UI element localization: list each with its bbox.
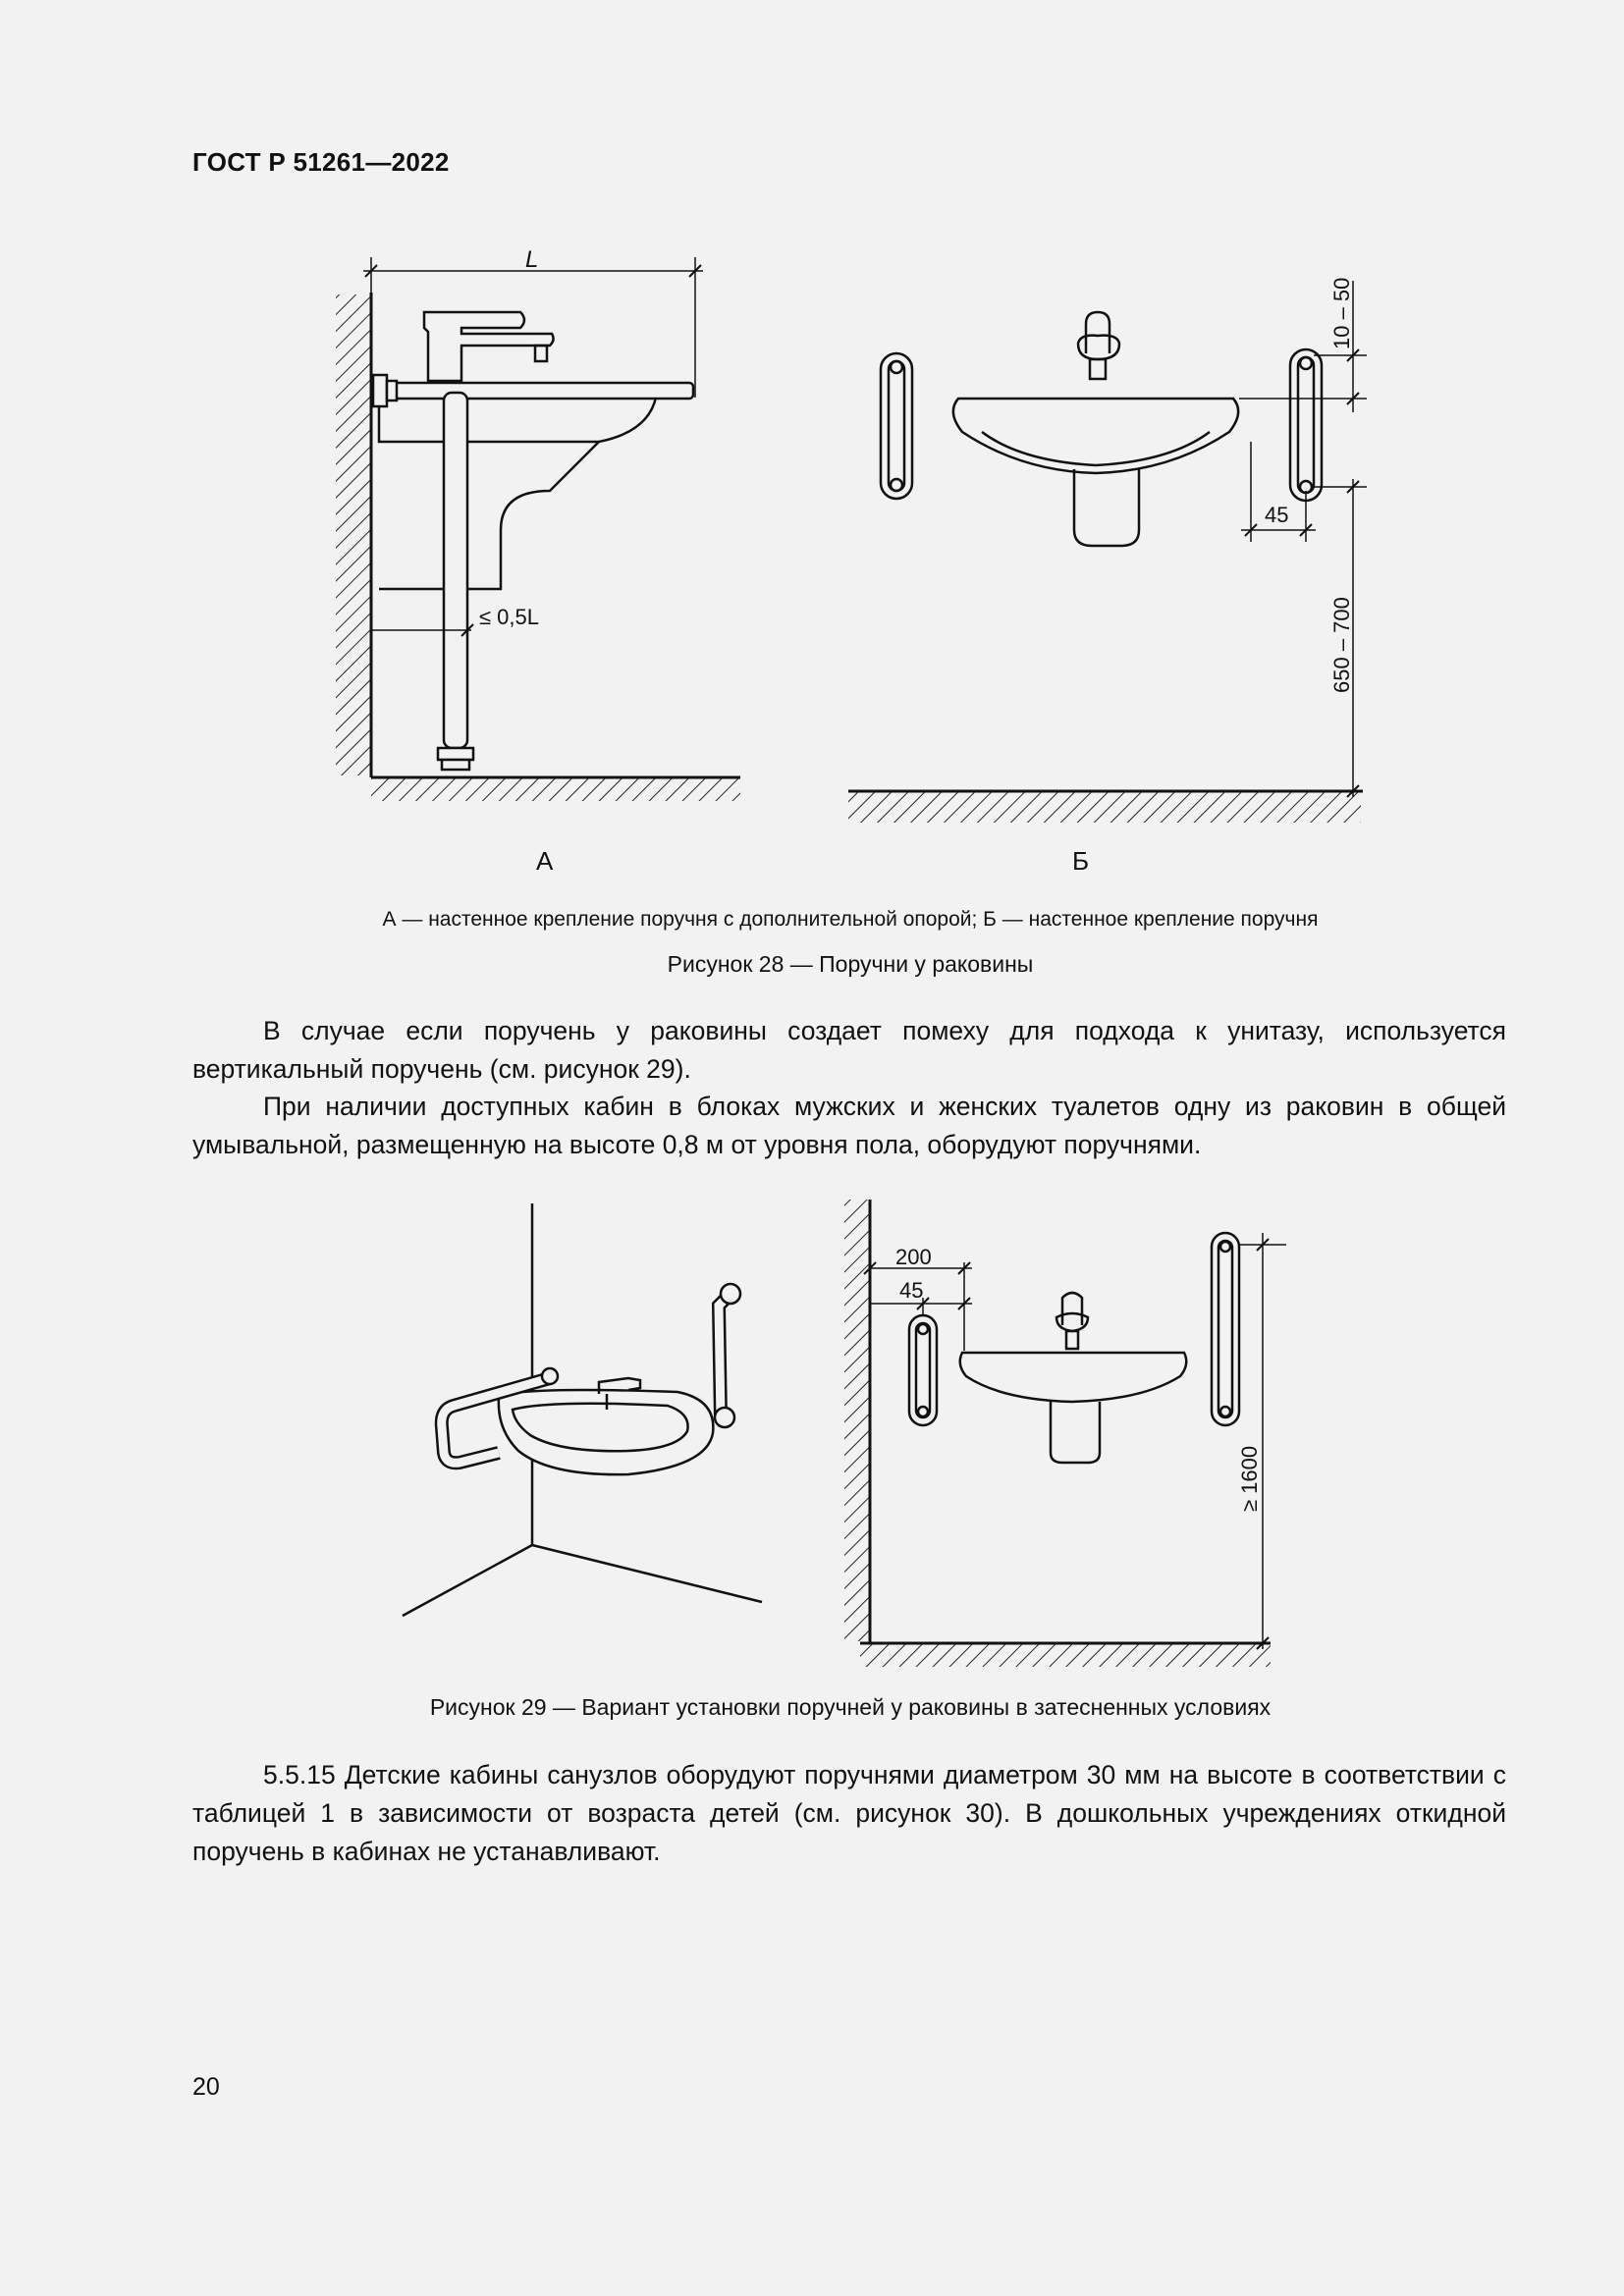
page-number: 20 (192, 2073, 220, 2101)
elevation-view (844, 1200, 1286, 1667)
dim-offset: ≤ 0,5L (479, 605, 540, 629)
dim-200: 200 (895, 1245, 932, 1269)
dim-45-fig29: 45 (899, 1278, 924, 1303)
panel-b-label: Б (1072, 846, 1090, 876)
figure-28-caption: Рисунок 28 — Поручни у раковины (667, 951, 1034, 977)
dim-height-1600: ≥ 1600 (1237, 1445, 1262, 1512)
dim-height-range: 650 – 700 (1329, 597, 1354, 693)
paragraph-2: При наличии доступных кабин в блоках мужских и женских туалетов одну из раковин в общей умывальной, размещенную на высоте 0,8 м от уровня пола, оборудуют поручнями. (192, 1092, 1506, 1159)
dim-top-range: 10 – 50 (1329, 277, 1354, 349)
dim-L: L (525, 246, 539, 273)
figure-28-drawing (0, 0, 1624, 883)
document-header: ГОСТ Р 51261—2022 (192, 147, 450, 177)
paragraph-1: В случае если поручень у раковины создает помеху для подхода к унитазу, используется вертикальный поручень (см. рисунок 29). (192, 1016, 1506, 1084)
dim-side-45: 45 (1265, 503, 1289, 527)
perspective-view (403, 1203, 762, 1616)
paragraph-3: 5.5.15 Детские кабины санузлов оборудуют поручнями диаметром 30 мм на высоте в соответствии с таблицей 1 в зависимости от возраста детей (см. рисунок 30). В дошкольных учреждениях откидной поручень в кабинах не устанавливают. (192, 1760, 1506, 1866)
figure-29-caption: Рисунок 29 — Вариант установки поручней у раковины в затесненных условиях (429, 1694, 1272, 1720)
panel-a-drawing (336, 257, 740, 801)
figure-28-legend: А — настенное крепление поручня с дополнительной опорой; Б — настенное крепление поручня (382, 908, 1319, 931)
figure-29-drawing (0, 1178, 1624, 1669)
panel-b-drawing (848, 281, 1367, 823)
panel-a-label-text: А (536, 846, 554, 876)
